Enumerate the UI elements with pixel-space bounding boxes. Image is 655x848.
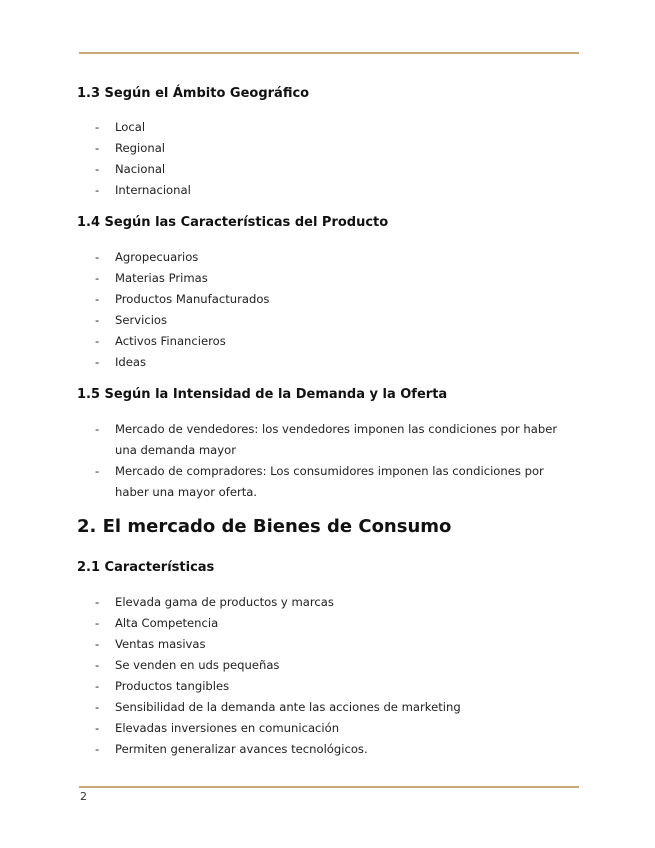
section-heading-1-3: 1.3 Según el Ámbito Geográfico (77, 86, 310, 101)
list-item: - Nacional (95, 162, 166, 176)
list-item: - Productos Manufacturados (95, 292, 270, 306)
section-heading-2-1: 2.1 Características (77, 560, 215, 575)
list-item: - Sensibilidad de la demanda ante las acciones de marketing (95, 700, 461, 714)
list-item: - Alta Competencia (95, 616, 219, 630)
list-item: - Permiten generalizar avances tecnológicos. (95, 742, 368, 756)
list-item: - Elevadas inversiones en comunicación (95, 721, 340, 735)
list-item: - Ideas (95, 355, 147, 369)
list-item: - Elevada gama de productos y marcas (95, 595, 334, 609)
list-item: - Servicios (95, 313, 168, 327)
list-caracteristicas-producto (77, 247, 577, 373)
page-content (77, 84, 577, 760)
list-ambito-geografico (77, 117, 577, 201)
list-item: - Mercado de compradores: Los consumidores imponen las condiciones por haber una mayor oferta. (95, 464, 544, 499)
list-intensidad-demanda (77, 419, 577, 503)
list-item: - Se venden en uds pequeñas (95, 658, 280, 672)
list-item: - Local (95, 120, 146, 134)
list-caracteristicas (77, 592, 577, 760)
list-item: - Ventas masivas (95, 637, 206, 651)
header-rule (79, 52, 579, 54)
list-item: - Materias Primas (95, 271, 208, 285)
footer-rule (79, 786, 579, 788)
page-number: 2 (80, 790, 87, 803)
list-item: - Internacional (95, 183, 191, 197)
chapter-heading: 2. El mercado de Bienes de Consumo (77, 516, 452, 537)
list-item: - Regional (95, 141, 166, 155)
list-item: - Productos tangibles (95, 679, 230, 693)
list-item: - Agropecuarios (95, 250, 199, 264)
section-heading-1-4: 1.4 Según las Características del Producto (77, 215, 389, 230)
list-item: - Activos Financieros (95, 334, 226, 348)
list-item: - Mercado de vendedores: los vendedores imponen las condiciones por haber una demanda mayor (95, 422, 558, 457)
section-heading-1-5: 1.5 Según la Intensidad de la Demanda y la Oferta (77, 387, 448, 402)
